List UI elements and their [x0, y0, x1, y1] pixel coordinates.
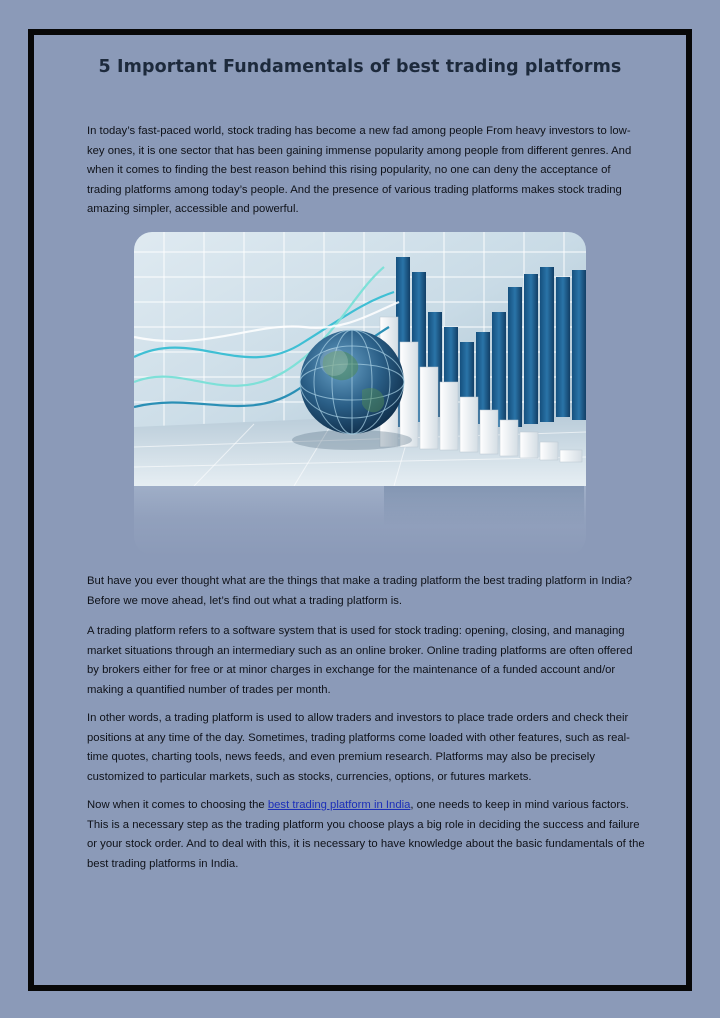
- choosing-paragraph: [87, 796, 647, 874]
- features-paragraph: In other words, a trading platform is used to allow traders and investors to place trade orders and check their positions at any time of the day. Sometimes, trading platforms come loaded with other features, such as real-time quotes, charting tools, news feeds, and even premium research. Platforms may also be precisely customized to particular markets, such as stocks, currencies, options, or futures markets.: [87, 712, 630, 783]
- intro-paragraph: In today’s fast-paced world, stock trading has become a new fad among people From heavy investors to low-key ones, it is one sector that has been gaining immense popularity among people from different genres. And when it comes to finding the best reason behind this rising popularity, no one can deny the acceptance of trading platforms among today’s people. And the presence of various trading platforms makes stock trading amazing simpler, accessible and powerful.: [87, 125, 632, 215]
- question-paragraph: But have you ever thought what are the things that make a trading platform the best trading platform in India? Before we move ahead, let’s find out what a trading platform is.: [87, 575, 633, 607]
- choosing-text-end: , one needs to keep in mind various factors. This is a necessary step as the trading platform you choose plays a big role in deciding the success and failure or your stock order. And to deal with this, it is necessary to have knowledge about the basic fundamentals of the best trading platforms in India.: [87, 799, 645, 870]
- hero-image: [134, 232, 586, 486]
- globe-stock-chart-illustration-icon: [134, 232, 586, 486]
- definition-paragraph: A trading platform refers to a software system that is used for stock trading: opening, closing, and managing market situations through an intermediary such as an online broker. Online trading platforms are often offered by brokers either for free or at minor charges in exchange for the maintenance of a funded account and/or making a quantified number of trades per month.: [87, 625, 633, 696]
- best-trading-platform-link[interactable]: best trading platform in India: [267, 799, 411, 811]
- choosing-text-start: Now when it comes to choosing the: [87, 799, 268, 811]
- page-title: 5 Important Fundamentals of best trading platforms: [98, 57, 622, 77]
- hero-image-reflection: [134, 486, 586, 556]
